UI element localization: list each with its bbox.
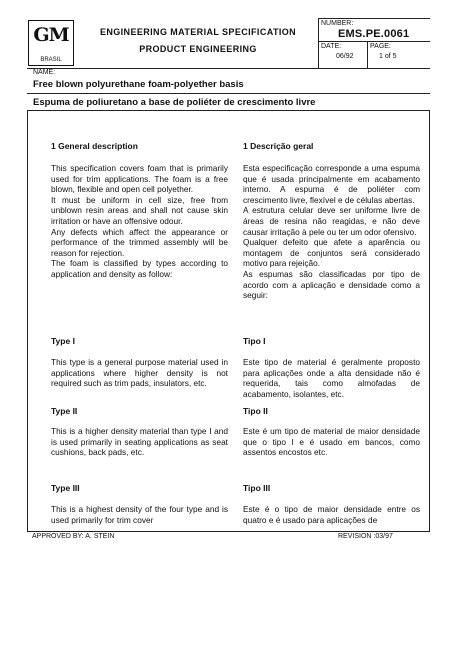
name-divider xyxy=(27,93,430,94)
title-portuguese: Espuma de poliuretano a base de poliéter de crescimento livre xyxy=(33,97,316,108)
type3-text-english: This is a highest density of the four type and is used primarily for trim cover xyxy=(51,504,228,525)
name-bottom-border xyxy=(27,110,430,111)
header-box-divider xyxy=(318,41,430,42)
header-box-top-border xyxy=(318,18,430,19)
name-top-border xyxy=(27,68,430,69)
type1-text-portuguese: Este tipo de material é geralmente proposto para aplicações onde a alta densidade não é requerida, tais como almofadas de acabamento, isolantes, etc. xyxy=(243,357,420,399)
logo-mark: GM xyxy=(33,24,69,46)
section-heading-english: 1 General description xyxy=(51,141,138,151)
document-title: ENGINEERING MATERIAL SPECIFICATION xyxy=(99,27,297,37)
paragraph: As espumas são classificadas por tipo de acordo com a aplicação e densidade como a seguir: xyxy=(243,268,420,301)
page-label: PAGE: xyxy=(370,43,391,50)
revision-info: REVISION :03/97 xyxy=(338,533,393,540)
department-title: PRODUCT ENGINEERING xyxy=(139,44,257,54)
type3-text-portuguese: Este é o tipo de maior densidade entre os quatro e é usado para aplicações de xyxy=(243,504,420,525)
paragraph: A estrutura celular deve ser uniforme livre de áreas de resina não reagidas, e não deve causar irritação à pele ou ter um odor ofensivo. xyxy=(243,205,420,237)
general-description-portuguese xyxy=(243,163,420,301)
paragraph: Qualquer defeito que afete a aparência ou montagem de conjuntos será considerado motivo para rejeição. xyxy=(243,237,420,269)
type2-text-english: This is a higher density material than type I and is used primarily in seating applications as seat cushions, back pads, etc. xyxy=(51,426,228,458)
header-box-mid-divider xyxy=(367,41,368,68)
title-english: Free blown polyurethane foam-polyether basis xyxy=(33,79,244,90)
approved-by: APPROVED BY: A. STEIN xyxy=(32,533,115,540)
type1-heading-portuguese: Tipo I xyxy=(243,336,266,346)
type3-heading-portuguese: Tipo III xyxy=(243,483,271,493)
paragraph: Esta especificação corresponde a uma espuma que é usada principalmente em acabamento interno. A espuma é de poliéter com crescimento livre, flexível e de células abertas. xyxy=(243,163,420,205)
type1-text-english: This type is a general purpose material used in applications where higher density is not required such as trim pads, insulators, etc. xyxy=(51,357,228,389)
paragraph: This specification covers foam that is primarily used for trim applications. The foam is a free blown, flexible and open cell polyether. xyxy=(51,163,228,195)
section-heading-portuguese: 1 Descrição geral xyxy=(243,141,314,151)
type1-heading-english: Type I xyxy=(51,336,75,346)
type3-heading-english: Type III xyxy=(51,483,80,493)
type2-heading-english: Type II xyxy=(51,406,78,416)
number-label: NUMBER: xyxy=(321,20,354,27)
general-description-english xyxy=(51,163,228,280)
gm-logo xyxy=(28,20,74,66)
body-right-border xyxy=(429,111,430,532)
date-label: DATE: xyxy=(321,43,342,50)
logo-subtitle: BRASIL xyxy=(40,57,62,63)
header-box-left-border xyxy=(318,18,319,68)
page-value: 1 of 5 xyxy=(379,53,397,60)
type2-text-portuguese: Este é um tipo de material de maior densidade que o tipo I e é usado em bancos, como assentos encostos etc. xyxy=(243,426,420,458)
name-label: NAME: xyxy=(33,69,56,76)
paragraph: Any defects which affect the appearance or performance of the trimmed assembly will be reason for rejection. xyxy=(51,226,228,258)
paragraph: The foam is classified by types according to application and density as follow: xyxy=(51,258,228,279)
paragraph: It must be uniform in cell size, free from unblown resin areas and shall not cause skin irritation or have an offensive odour. xyxy=(51,194,228,226)
type2-heading-portuguese: Tipo II xyxy=(243,406,268,416)
body-left-border xyxy=(27,111,28,532)
footer-divider xyxy=(27,531,430,532)
document-number: EMS.PE.0061 xyxy=(338,28,410,40)
date-value: 06/92 xyxy=(336,53,354,60)
